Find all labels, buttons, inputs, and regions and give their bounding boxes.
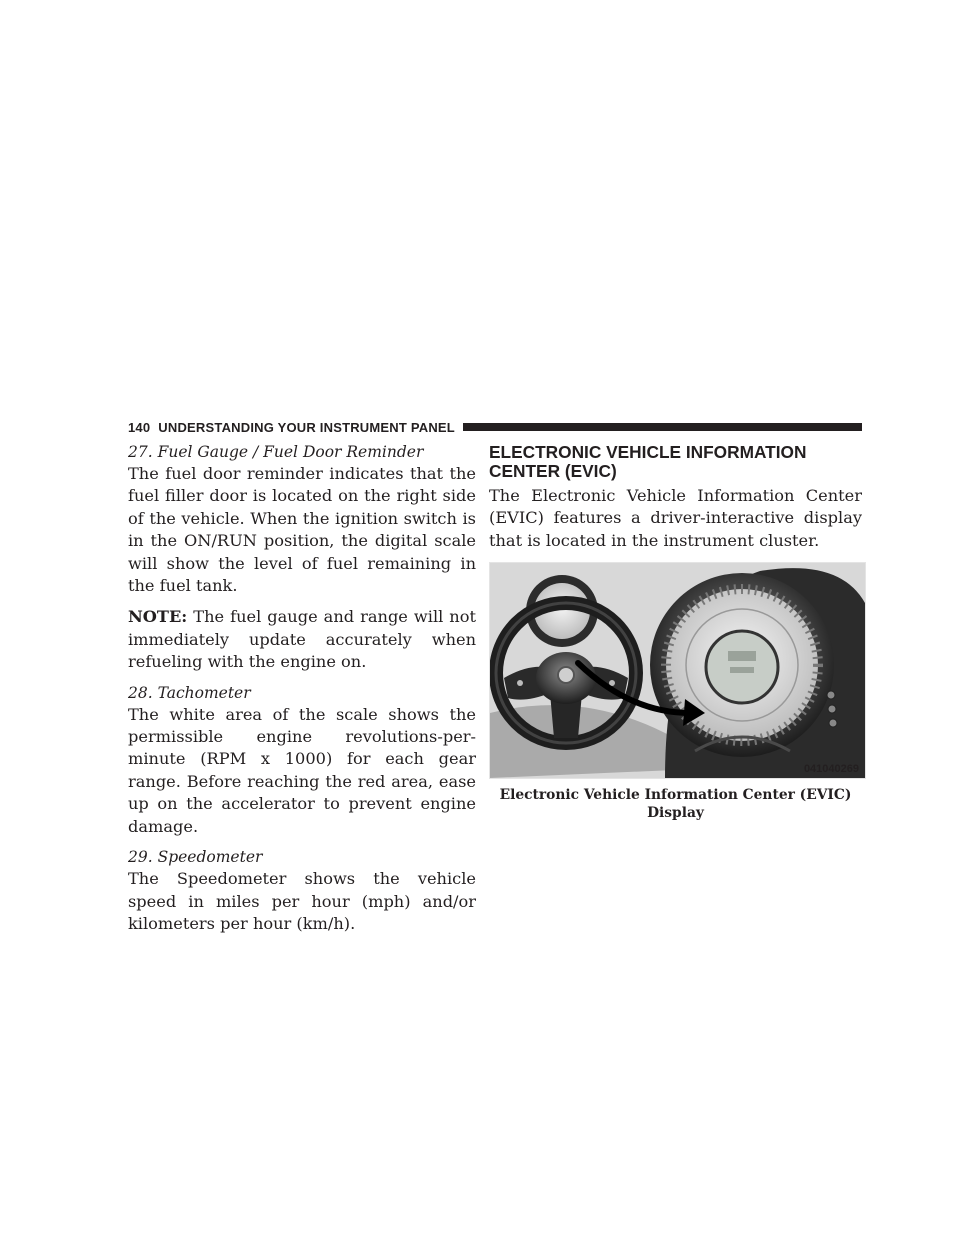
evic-text: The Electronic Vehicle Information Center (EVIC) features a driver-interactive display that is located in the instrument cluster. xyxy=(489,486,862,550)
fuel-gauge-heading: 27. Fuel Gauge / Fuel Door Reminder xyxy=(128,443,424,461)
instrument-cluster-closeup xyxy=(650,568,865,778)
speedometer-heading: 29. Speedometer xyxy=(128,848,263,867)
header-rule xyxy=(463,423,862,431)
page-number: 140 xyxy=(128,419,151,435)
evic-figure xyxy=(489,562,866,779)
figure-code: 041040269 xyxy=(803,763,859,776)
note-label: NOTE: xyxy=(128,607,188,627)
right-column xyxy=(489,442,862,822)
note-text: The fuel gauge and range will not immediately update accurately when refueling with the engine on. xyxy=(128,607,476,672)
page-header xyxy=(128,418,862,436)
evic-heading: ELECTRONIC VEHICLE INFORMATION CENTER (EVIC) xyxy=(489,442,807,481)
tachometer-text: The white area of the scale shows the permissible engine revolutions-per-minute (RPM x 1000) for each gear range. Before reaching the red area, ease up on the accelerator to prevent engine damage. xyxy=(128,704,476,836)
section-title: UNDERSTANDING YOUR INSTRUMENT PANEL xyxy=(158,419,455,435)
figure-caption: Electronic Vehicle Information Center (EVIC) Display xyxy=(499,787,852,822)
left-column xyxy=(128,442,476,935)
speedometer-text: The Speedometer shows the vehicle speed in miles per hour (mph) and/or kilometers per hour (km/h). xyxy=(128,869,476,933)
fuel-gauge-text: The fuel door reminder indicates that the fuel filler door is located on the right side of the vehicle. When the ignition switch is in the ON/RUN position, the digital scale will show the level of fuel remaining in the fuel tank. xyxy=(128,464,476,596)
evic-illustration xyxy=(490,563,865,778)
tachometer-heading: 28. Tachometer xyxy=(128,683,251,702)
note-paragraph xyxy=(128,606,476,673)
